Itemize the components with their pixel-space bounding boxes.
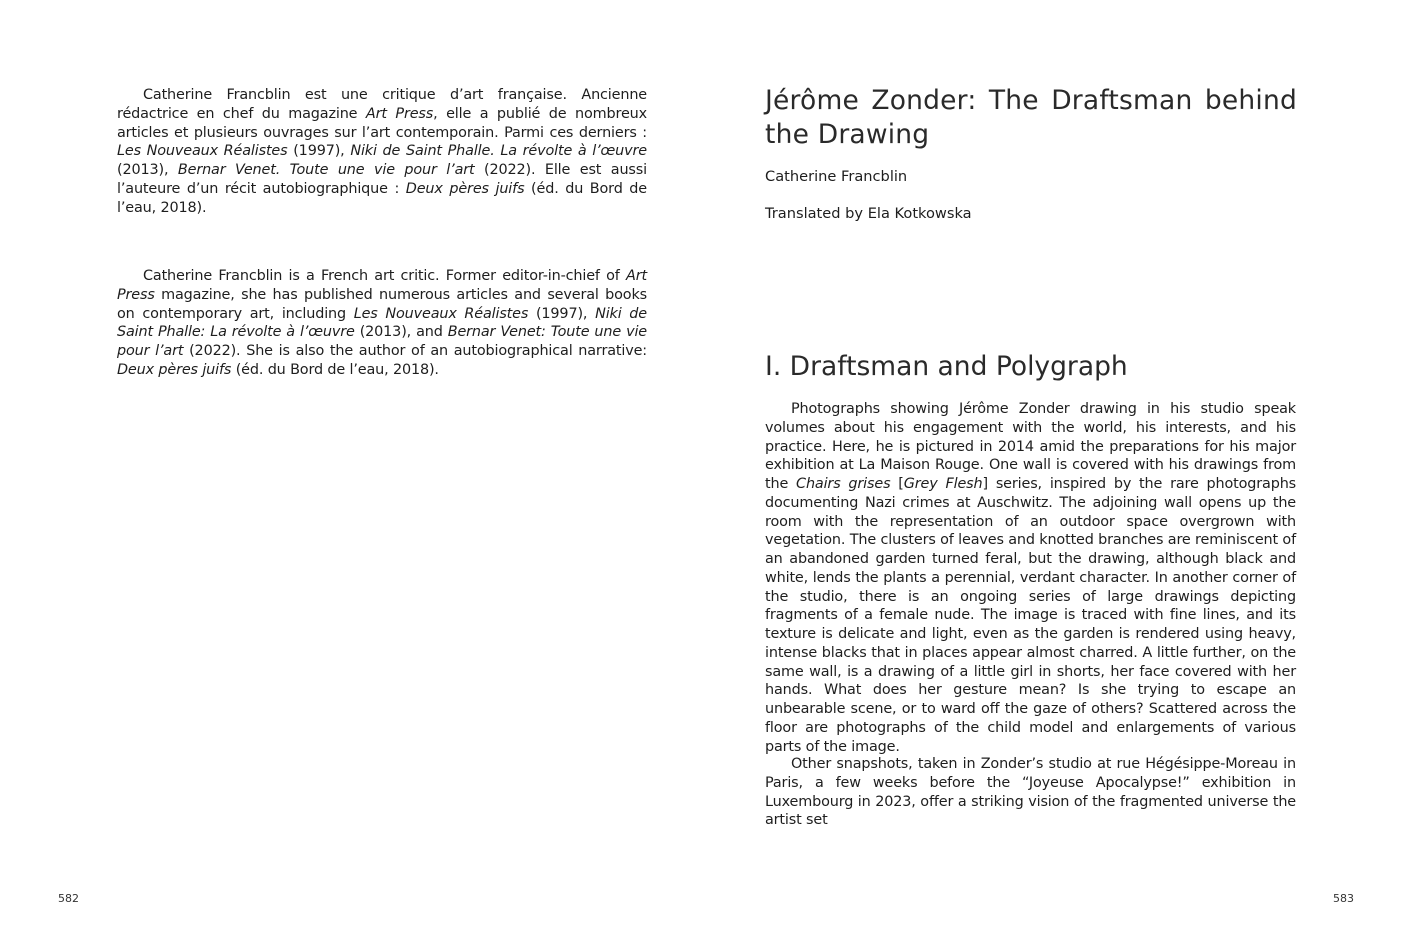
text-run: [	[890, 476, 904, 492]
text-run: (1997),	[528, 305, 596, 322]
article-translator: Translated by Ela Kotkowska	[765, 205, 972, 222]
italic-title-text: Niki de Saint Phalle: La révolte à l’œuvre	[117, 305, 647, 341]
article-author: Catherine Francblin	[765, 168, 908, 185]
author-bio-english	[117, 267, 647, 380]
text-run: (2022). She is also the author of an autobiographical narrative:	[183, 343, 647, 360]
italic-title-text: Art Press	[365, 105, 434, 122]
text-run: magazine, she has published numerous articles and several books on contemporary art, including	[117, 286, 647, 322]
text-run: , elle a publié de nombreux articles et plusieurs ouvrages sur l’art contemporain. Parmi ces derniers :	[117, 105, 647, 141]
text-run: Catherine Francblin is a French art critic. Former editor-in-chief of	[143, 268, 627, 284]
page-number-right: 583	[1333, 892, 1354, 905]
text-run: (éd. du Bord de l’eau, 2018).	[117, 180, 647, 216]
italic-title-text: Les Nouveaux Réalistes	[117, 143, 288, 160]
page-number-left: 582	[58, 892, 79, 905]
italic-title-text: Deux pères juifs	[117, 361, 232, 378]
body-paragraph	[765, 400, 1296, 756]
italic-title-text: Chairs grises	[796, 476, 891, 492]
text-run: Other snapshots, taken in Zonder’s studio at rue Hégésippe-Moreau in Paris, a few weeks before the “Joyeuse Apocalypse!” exhibition in Luxembourg in 2023, offer a striking vision of the fragmented universe the artist set	[765, 756, 1296, 829]
text-run: ] series, inspired by the rare photographs documenting Nazi crimes at Auschwitz. The adjoining wall opens up the room with the representation of an outdoor space overgrown with vegetation. The clusters of leaves and knotted branches are reminiscent of an abandoned garden turned feral, but the drawing, although black and white, lends the plants a perennial, verdant character. In another corner of the studio, there is an ongoing series of large drawings depicting fragments of a female nude. The image is traced with fine lines, and its texture is delicate and light, even as the garden is rendered using heavy, intense blacks that in places appear almost charred. A little further, on the same wall, is a drawing of a little girl in shorts, her face covered with her hands. What does her gesture mean? Is she trying to escape an unbearable scene, or to ward off the gaze of others? Scattered across the floor are photographs of the child model and enlargements of various parts of the image.	[765, 476, 1297, 755]
italic-title-text: Les Nouveaux Réalistes	[353, 305, 529, 322]
italic-title-text: Grey Flesh	[903, 476, 983, 492]
section-heading: I. Draftsman and Polygraph	[765, 351, 1128, 382]
italic-title-text: Art Press	[117, 268, 647, 303]
text-run: Catherine Francblin est une critique d’art française. Ancienne rédactrice en chef du magazine	[117, 87, 647, 122]
italic-title-text: Niki de Saint Phalle. La révolte à l’œuvre	[350, 143, 647, 160]
right-page	[706, 0, 1412, 948]
text-run: (2013), and	[354, 324, 448, 341]
text-run: (1997),	[287, 143, 351, 160]
article-title: Jérôme Zonder: The Draftsman behind the Drawing	[765, 85, 1297, 150]
italic-title-text: Bernar Venet: Toute une vie pour l’art	[117, 324, 647, 360]
text-run: (éd. du Bord de l’eau, 2018).	[231, 361, 439, 378]
text-run: Photographs showing Jérôme Zonder drawing in his studio speak volumes about his engagement with the world, his interests, and his practice. Here, he is pictured in 2014 amid the preparations for his major exhibition at La Maison Rouge. One wall is covered with his drawings from the	[765, 401, 1296, 492]
italic-title-text: Deux pères juifs	[405, 180, 525, 197]
text-run: (2022). Elle est aussi l’auteure d’un récit autobiographique :	[117, 162, 647, 197]
text-run: (2013),	[117, 162, 178, 179]
author-bio-french	[117, 86, 647, 218]
italic-title-text: Bernar Venet. Toute une vie pour l’art	[177, 162, 475, 179]
body-paragraph	[765, 755, 1296, 830]
